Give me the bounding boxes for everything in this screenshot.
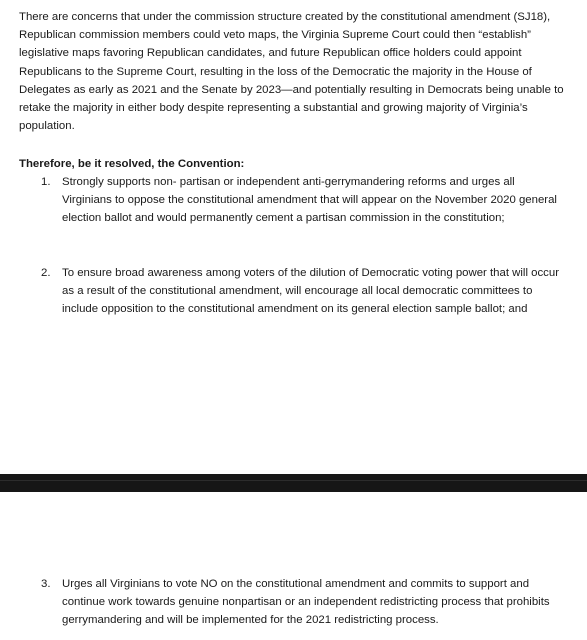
list-item-text: Strongly supports non- partisan or independent anti-gerrymandering reforms and urges all Virginians to oppose the constitutional amendment that will appear on the November 2020 general election ballot and would permanently cement a partisan commission in the constitution; [62,176,557,225]
list-item [41,264,561,319]
intro-paragraph: There are concerns that under the commission structure created by the constitutional amendment (SJ18), Republican commission members could veto maps, the Virginia Supreme Court could then “establish” legislative maps favoring Republican candidates, and future Republican office holders could appoint Republicans to the Supreme Court, resulting in the loss of the Democratic the majority in the House of Delegates as early as 2021 and the Senate by 2023—and potentially resulting in Democrats being unable to retake the majority in either body despite representing a substantial and growing majority of Virginia’s population. [19,11,564,133]
list-item-number: 2. [41,267,51,279]
list-item-text: Urges all Virginians to vote NO on the constitutional amendment and commits to support and continue work towards genuine nonpartisan or an independent redistricting process that prohibits gerrymandering and will be implemented for the 2021 redistricting process. [62,578,550,627]
list-item-number: 1. [41,176,51,188]
list-item [41,173,561,228]
list-item-text: To ensure broad awareness among voters of the dilution of Democratic voting power that will occur as a result of the constitutional amendment, will encourage all local democratic committees to include opposition to the constitutional amendment on its general election sample ballot; and [62,267,560,316]
list-item-number: 3. [41,578,51,590]
document-page-2 [0,492,587,640]
page-separator [0,474,587,492]
resolved-heading: Therefore, be it resolved, the Convention: [19,158,245,170]
list-item [41,575,561,630]
